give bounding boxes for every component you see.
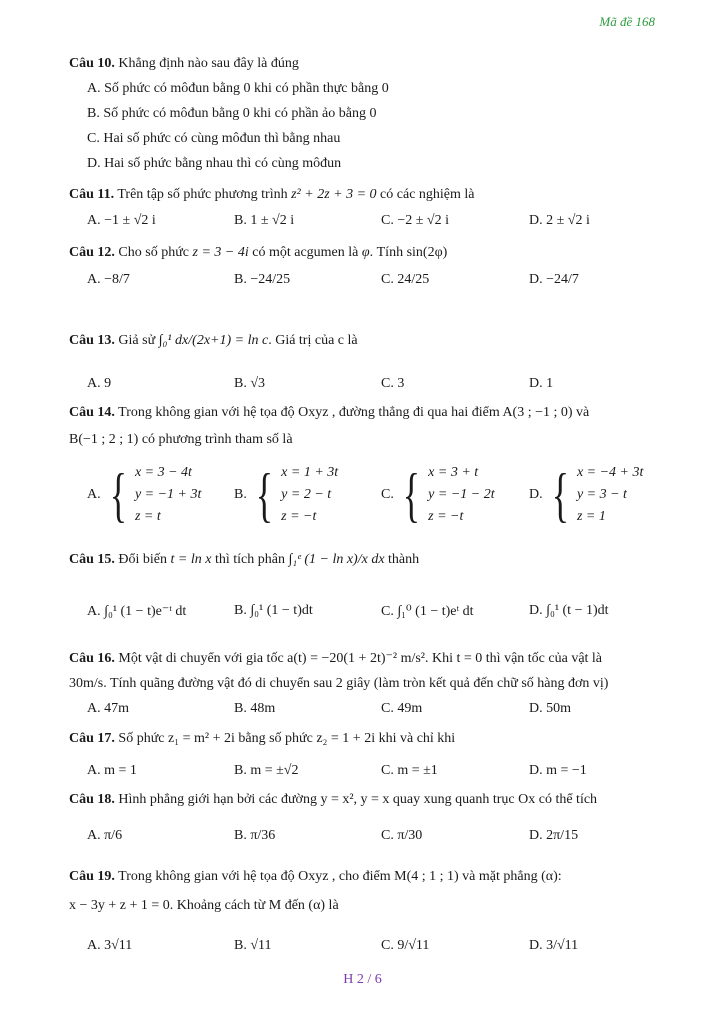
- q10-option-d[interactable]: D. Hai số phức bằng nhau thì có cùng môđun: [87, 156, 342, 171]
- q16-line2: 30m/s. Tính quãng đường vật đó di chuyển sau 2 giây (làm tròn kết quả đến chữ số hàng đơn vị): [69, 676, 609, 691]
- question-label: Câu 15.: [69, 552, 115, 567]
- equation-row: x = 3 − 4t: [134, 465, 192, 480]
- question-text: Trong không gian với hệ tọa độ Oxyz , cho điểm M(4 ; 1 ; 1) và mặt phẳng (α):: [118, 869, 562, 884]
- q14-option-a[interactable]: A. { x = 3 − 4t y = −1 + 3t z = t: [87, 462, 202, 528]
- q13-option-c[interactable]: C. 3: [381, 376, 405, 391]
- question-text-end: . Giá trị của c là: [268, 333, 358, 348]
- expression: sin(2φ): [406, 245, 448, 260]
- question-11: [69, 187, 475, 203]
- complex-number: z = 3 − 4i: [192, 245, 249, 260]
- q13-option-d[interactable]: D. 1: [529, 376, 554, 391]
- q11-option-a[interactable]: A. −1 ± √2 i: [87, 213, 156, 228]
- argument-symbol: φ: [361, 245, 370, 260]
- question-text-end: thành: [388, 552, 420, 567]
- q17-option-b[interactable]: B. m = ±√2: [234, 763, 299, 778]
- question-label: Câu 16.: [69, 651, 115, 666]
- equation-row: z = −t: [428, 509, 464, 524]
- page-number: H 2 / 6: [343, 972, 382, 987]
- q19-option-c[interactable]: C. 9/√11: [381, 938, 430, 953]
- question-text: Trên tập số phức phương trình: [117, 187, 288, 202]
- question-label: Câu 14.: [69, 405, 115, 420]
- q12-option-b[interactable]: B. −24/25: [234, 272, 291, 287]
- equation-row: y = −1 − 2t: [428, 487, 495, 502]
- equation-row: x = 3 + t: [428, 465, 479, 480]
- question-10: [69, 56, 299, 72]
- q10-option-c[interactable]: C. Hai số phức có cùng môđun thì bằng nhau: [87, 131, 341, 146]
- question-text-end: có các nghiệm là: [380, 187, 475, 202]
- q15-option-a[interactable]: A. ∫₀¹ (1 − t)e⁻ᵗ dt: [87, 604, 187, 619]
- q17-option-c[interactable]: C. m = ±1: [381, 763, 438, 778]
- equation: z² + 2z + 3 = 0: [291, 187, 377, 202]
- question-14: [69, 405, 589, 421]
- q10-option-a[interactable]: A. Số phức có môđun bằng 0 khi có phần thực bằng 0: [87, 81, 389, 96]
- q19-line2: x − 3y + z + 1 = 0. Khoảng cách từ M đến (α) là: [69, 898, 339, 913]
- equation-row: z = −t: [281, 509, 317, 524]
- q13-option-a[interactable]: A. 9: [87, 376, 112, 391]
- q14-option-d[interactable]: D. { x = −4 + 3t y = 3 − t z = 1: [529, 462, 644, 528]
- q15-option-c[interactable]: C. ∫₁⁰ (1 − t)eᵗ dt: [381, 604, 474, 619]
- q11-option-b[interactable]: B. 1 ± √2 i: [234, 213, 295, 228]
- question-label: Câu 13.: [69, 333, 115, 348]
- substitution: t = ln x: [170, 552, 212, 567]
- q16-option-b[interactable]: B. 48m: [234, 701, 276, 716]
- equation-row: x = 1 + 3t: [281, 465, 339, 480]
- equation-row: y = 3 − t: [576, 487, 627, 502]
- question-18: [69, 792, 597, 808]
- exam-code: Mã đề 168: [599, 14, 655, 29]
- question-text: Số phức z₁ = m² + 2i bằng số phức z₂ = 1 + 2i khi và chỉ khi: [118, 731, 456, 746]
- integral-expression: ∫₀¹ dx/(2x+1) = ln c: [158, 333, 269, 348]
- q15-option-b[interactable]: B. ∫₀¹ (1 − t)dt: [234, 603, 313, 618]
- q18-option-b[interactable]: B. π/36: [234, 828, 276, 843]
- equation-row: y = −1 + 3t: [134, 487, 202, 502]
- question-text: Hình phẳng giới hạn bởi các đường y = x², y = x quay xung quanh trục Ox có thể tích: [118, 792, 598, 807]
- question-text-mid: thì tích phân: [214, 552, 285, 567]
- question-label: Câu 18.: [69, 792, 115, 807]
- q17-option-d[interactable]: D. m = −1: [529, 763, 587, 778]
- q18-option-c[interactable]: C. π/30: [381, 828, 423, 843]
- question-text: Trong không gian với hệ tọa độ Oxyz , đường thẳng đi qua hai điểm A(3 ; −1 ; 0) và: [118, 405, 590, 420]
- q19-option-d[interactable]: D. 3/√11: [529, 938, 579, 953]
- q13-option-b[interactable]: B. √3: [234, 376, 266, 391]
- question-label: Câu 12.: [69, 245, 115, 260]
- q18-option-d[interactable]: D. 2π/15: [529, 828, 579, 843]
- q11-option-c[interactable]: C. −2 ± √2 i: [381, 213, 449, 228]
- q14-option-b[interactable]: B. { x = 1 + 3t y = 2 − t z = −t: [234, 462, 339, 528]
- equation-row: x = −4 + 3t: [576, 465, 644, 480]
- equation-row: z = 1: [576, 509, 606, 524]
- question-17: [69, 731, 455, 747]
- question-text-end: . Tính: [369, 245, 404, 260]
- q12-option-a[interactable]: A. −8/7: [87, 272, 130, 287]
- question-text: Một vật di chuyển với gia tốc a(t) = −20(1 + 2t)⁻² m/s². Khi t = 0 thì vận tốc của vật là: [118, 651, 603, 666]
- q15-option-d[interactable]: D. ∫₀¹ (t − 1)dt: [529, 603, 609, 618]
- q10-option-b[interactable]: B. Số phức có môđun bằng 0 khi có phần ảo bằng 0: [87, 106, 377, 121]
- integral-expression: ∫₁ᵉ (1 − ln x)/x dx: [288, 552, 385, 567]
- q19-option-a[interactable]: A. 3√11: [87, 938, 133, 953]
- question-label: Câu 17.: [69, 731, 115, 746]
- q16-option-a[interactable]: A. 47m: [87, 701, 129, 716]
- question-text: Giả sử: [118, 333, 156, 348]
- question-text: Khẳng định nào sau đây là đúng: [118, 56, 299, 71]
- q16-option-d[interactable]: D. 50m: [529, 701, 571, 716]
- q19-option-b[interactable]: B. √11: [234, 938, 272, 953]
- question-13: [69, 333, 358, 349]
- question-label: Câu 11.: [69, 187, 115, 202]
- q12-option-d[interactable]: D. −24/7: [529, 272, 579, 287]
- q18-option-a[interactable]: A. π/6: [87, 828, 123, 843]
- question-text: Đổi biến: [118, 552, 168, 567]
- q11-option-d[interactable]: D. 2 ± √2 i: [529, 213, 590, 228]
- question-16: [69, 650, 602, 667]
- question-label: Câu 10.: [69, 56, 115, 71]
- question-15: [69, 552, 419, 568]
- question-19: [69, 869, 562, 885]
- question-label: Câu 19.: [69, 869, 115, 884]
- q16-option-c[interactable]: C. 49m: [381, 701, 423, 716]
- question-text: Cho số phức: [118, 245, 189, 260]
- q12-option-c[interactable]: C. 24/25: [381, 272, 430, 287]
- question-text-mid: có một acgumen là: [252, 245, 359, 260]
- equation-row: z = t: [134, 509, 161, 524]
- q14-option-c[interactable]: C. { x = 3 + t y = −1 − 2t z = −t: [381, 462, 495, 528]
- q17-option-a[interactable]: A. m = 1: [87, 763, 137, 778]
- equation-row: y = 2 − t: [281, 487, 332, 502]
- question-12: [69, 245, 447, 261]
- q14-line2: B(−1 ; 2 ; 1) có phương trình tham số là: [69, 432, 293, 447]
